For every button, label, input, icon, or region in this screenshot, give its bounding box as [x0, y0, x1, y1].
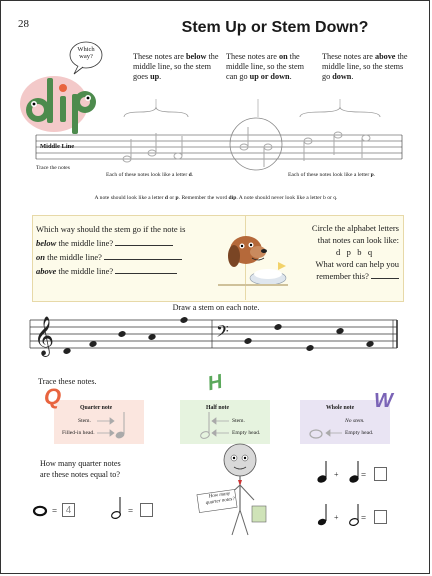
bass-clef-icon: 𝄢: [216, 321, 229, 345]
letter-w-illustration: W: [374, 390, 393, 412]
plus-sign: +: [334, 470, 339, 479]
whole-note-trace-icon[interactable]: [310, 430, 322, 438]
whole-note-line-2: Empty head.: [345, 430, 374, 436]
circle-task-line-3: What word can help you: [315, 259, 399, 269]
brace-below: [124, 107, 188, 117]
treble-clef-icon: 𝄞: [34, 316, 55, 356]
circle-task: [283, 222, 399, 282]
middle-line-magnifier: [230, 118, 282, 170]
whole-note-icon: [30, 503, 50, 519]
equals-sign: =: [361, 513, 367, 523]
trace-arrows: [97, 418, 342, 436]
quarter-note-line-1: Stem.: [78, 418, 91, 424]
answer-blank-below[interactable]: [115, 244, 173, 246]
circle-task-line-4: remember this?: [283, 270, 399, 282]
explanation-above: These notes are above the middle line, so the stems go down.: [322, 52, 408, 81]
grand-staff-lines: [30, 320, 397, 348]
circle-task-line-1: Circle the alphabet letters: [311, 223, 399, 233]
whole-note-line-1: No stem.: [345, 418, 365, 424]
stem-direction-questions: [36, 222, 244, 278]
trace-these-label: Trace these notes.: [38, 377, 97, 386]
speech-bubble-text: [70, 46, 102, 60]
question-above: above the middle line?: [36, 264, 244, 278]
how-many-label: [40, 458, 121, 480]
page-number: 28: [18, 18, 29, 30]
speech-bubble-line-1: Which: [77, 46, 95, 53]
letter-q-illustration: Q: [44, 384, 62, 409]
equals-sign: =: [52, 506, 58, 516]
answer-box-half[interactable]: [140, 503, 153, 517]
answer-box-quarter-plus-quarter[interactable]: [374, 467, 387, 481]
staff-lines: [36, 135, 402, 159]
note-equations: [316, 457, 416, 537]
draw-stem-staff: [0, 310, 432, 360]
explanation-on: These notes are on the middle line, so the stem can go up or down.: [226, 52, 304, 81]
quarter-note-title: Quarter note: [80, 405, 113, 411]
equals-sign: =: [128, 506, 134, 516]
equals-sign: =: [361, 470, 367, 480]
letter-d-caption: Each of these notes look like a letter d.: [106, 172, 194, 178]
answer-blank-on[interactable]: [104, 258, 182, 260]
question-on: on the middle line?: [36, 250, 244, 264]
quarter-note-line-2: Filled-in head.: [62, 430, 95, 436]
dog-illustration: [218, 222, 288, 292]
page-title: Stem Up or Stem Down?: [181, 19, 369, 36]
half-note-line-2: Empty head.: [232, 430, 261, 436]
answer-box-whole[interactable]: 4: [62, 503, 75, 517]
draw-stem-label: Draw a stem on each note.: [172, 303, 260, 312]
half-note-icon: [110, 495, 126, 521]
letter-h-illustration: H: [205, 370, 225, 396]
trace-notes-stem-down: [304, 132, 370, 161]
circle-task-line-2: that notes can look like:: [317, 235, 399, 245]
trace-notes-stem-up: [123, 133, 182, 162]
answer-box-quarter-plus-half[interactable]: [374, 510, 387, 524]
speech-bubble-line-2: way?: [79, 53, 93, 60]
brace-above: [300, 107, 380, 117]
letter-p-caption: Each of these notes look like a letter p.: [288, 172, 376, 178]
half-note-title: Half note: [206, 405, 230, 411]
rule-note: A note should look like a letter d or p. Remember the word dip. A note should never look like a letter b or q.: [94, 195, 338, 201]
how-many-line-1: How many quarter notes: [40, 459, 121, 468]
question-prompt: Which way should the stem go if the note is: [36, 224, 186, 234]
how-many-line-2: are these notes equal to?: [40, 470, 121, 479]
example-staff: [0, 95, 432, 175]
sign-text: How many quarter notes?: [205, 491, 236, 506]
shopping-bag: [252, 506, 266, 522]
answer-blank-above[interactable]: [115, 272, 177, 274]
middle-line-label: Middle Line: [40, 143, 75, 150]
plus-sign: +: [334, 513, 339, 522]
question-below: below the middle line?: [36, 236, 244, 250]
explanation-below: These notes are below the middle line, so the stem goes up.: [133, 52, 219, 81]
half-note-line-1: Stem.: [232, 418, 245, 424]
circle-letter-options[interactable]: d p b q: [335, 247, 373, 257]
answer-blank-word[interactable]: [371, 277, 399, 279]
trace-notes-label: Trace the notes: [36, 165, 70, 171]
whole-note-title: Whole note: [326, 405, 355, 411]
